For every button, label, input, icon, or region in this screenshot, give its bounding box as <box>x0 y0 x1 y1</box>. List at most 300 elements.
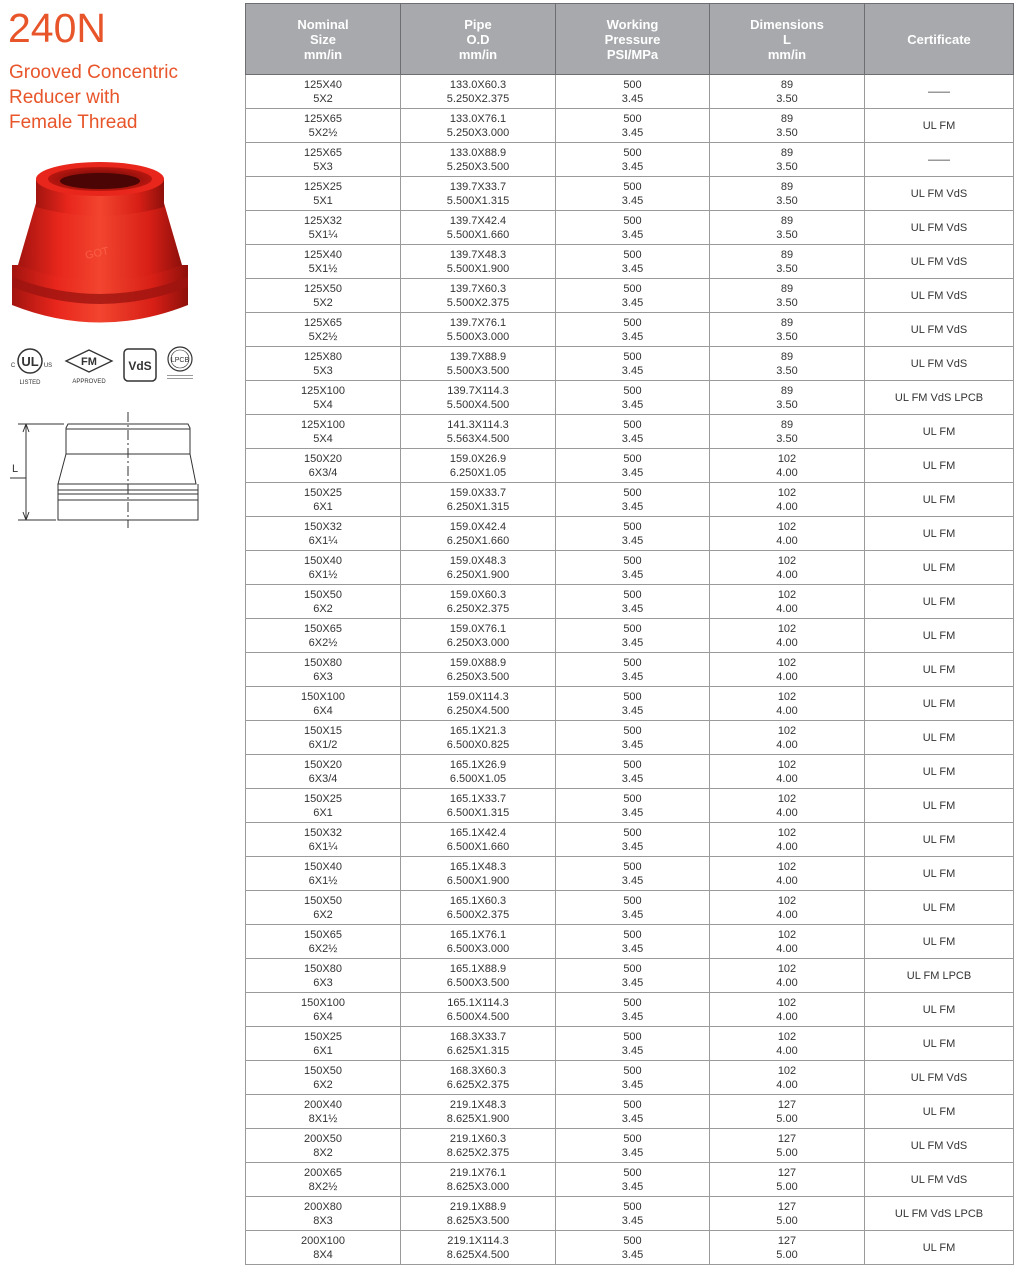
cell-pipe-od <box>401 993 556 1027</box>
cell-dimension-l <box>710 415 865 449</box>
spec-table-container <box>245 3 1013 1263</box>
cell-nominal-size-line: 150X100 <box>300 690 346 703</box>
cell-dimension-l-line: 89 <box>780 350 794 363</box>
table-row <box>246 347 1014 381</box>
table-row <box>246 143 1014 177</box>
cell-working-pressure-line: 3.45 <box>621 364 644 377</box>
cell-working-pressure-line: 500 <box>623 792 642 805</box>
cell-nominal-size <box>246 449 401 483</box>
cell-nominal-size <box>246 109 401 143</box>
cell-nominal-size <box>246 483 401 517</box>
table-row <box>246 211 1014 245</box>
cell-dimension-l-line: 89 <box>780 146 794 159</box>
vds-logo <box>124 349 156 381</box>
cell-nominal-size-line: 125X32 <box>304 214 342 227</box>
cell-nominal-size-line: 125X65 <box>304 146 342 159</box>
cell-dimension-l <box>710 1197 865 1231</box>
cell-certificate: UL FM <box>865 1095 1014 1129</box>
table-row <box>246 789 1014 823</box>
cell-dimension-l-line: 4.00 <box>776 874 798 887</box>
cell-nominal-size-line: 6X1/2 <box>308 738 338 751</box>
cell-pipe-od-line: 5.500X3.500 <box>446 364 510 377</box>
certification-logos <box>6 345 206 389</box>
cell-nominal-size-line: 125X40 <box>304 248 342 261</box>
cell-dimension-l <box>710 211 865 245</box>
cell-nominal-size <box>246 619 401 653</box>
cell-nominal-size <box>246 721 401 755</box>
cell-nominal-size-line: 6X3 <box>313 976 333 989</box>
cell-dimension-l <box>710 143 865 177</box>
cell-pipe-od-line: 139.7X42.4 <box>449 214 507 227</box>
cell-pipe-od-line: 219.1X48.3 <box>449 1098 507 1111</box>
cell-pipe-od <box>401 143 556 177</box>
cell-pipe-od-line: 165.1X60.3 <box>449 894 507 907</box>
cell-nominal-size-line: 5X1½ <box>308 262 338 275</box>
cell-pipe-od-line: 6.500X4.500 <box>446 1010 510 1023</box>
cell-nominal-size <box>246 517 401 551</box>
cell-pipe-od-line: 219.1X88.9 <box>449 1200 507 1213</box>
cell-working-pressure <box>556 891 710 925</box>
cell-working-pressure-line: 3.45 <box>621 1180 644 1193</box>
table-row <box>246 1027 1014 1061</box>
cell-nominal-size <box>246 687 401 721</box>
cell-certificate: UL FM <box>865 823 1014 857</box>
cell-nominal-size-line: 150X65 <box>304 928 342 941</box>
cell-working-pressure <box>556 585 710 619</box>
cell-nominal-size <box>246 1061 401 1095</box>
cell-working-pressure <box>556 687 710 721</box>
cell-working-pressure-line: 3.45 <box>621 976 644 989</box>
cell-dimension-l-line: 102 <box>777 894 797 907</box>
cell-certificate: UL FM VdS <box>865 211 1014 245</box>
cell-pipe-od-line: 139.7X88.9 <box>449 350 507 363</box>
cell-dimension-l-line: 3.50 <box>776 194 798 207</box>
cell-pipe-od <box>401 857 556 891</box>
cell-nominal-size <box>246 585 401 619</box>
cell-nominal-size-line: 125X25 <box>304 180 342 193</box>
cell-pipe-od <box>401 687 556 721</box>
cell-working-pressure <box>556 381 710 415</box>
cell-dimension-l-line: 4.00 <box>776 738 798 751</box>
cell-pipe-od <box>401 1231 556 1265</box>
cell-pipe-od <box>401 653 556 687</box>
cell-dimension-l <box>710 823 865 857</box>
cell-working-pressure <box>556 959 710 993</box>
cell-nominal-size-line: 150X25 <box>304 1030 342 1043</box>
cell-dimension-l-line: 89 <box>780 248 794 261</box>
cell-working-pressure-line: 500 <box>623 452 642 465</box>
cell-pipe-od-line: 5.500X4.500 <box>446 398 510 411</box>
cell-working-pressure <box>556 245 710 279</box>
cell-pipe-od <box>401 75 556 109</box>
cell-working-pressure <box>556 925 710 959</box>
table-row <box>246 925 1014 959</box>
cell-dimension-l-line: 4.00 <box>776 1010 798 1023</box>
cell-working-pressure <box>556 789 710 823</box>
cell-working-pressure-line: 500 <box>623 554 642 567</box>
cell-nominal-size <box>246 1163 401 1197</box>
cell-dimension-l-line: 89 <box>780 316 794 329</box>
cell-working-pressure-line: 3.45 <box>621 908 644 921</box>
cell-working-pressure-line: 500 <box>623 248 642 261</box>
cell-dimension-l-line: 102 <box>777 826 797 839</box>
cell-pipe-od <box>401 279 556 313</box>
spec-table-body <box>246 75 1014 1265</box>
cell-dimension-l-line: 89 <box>780 282 794 295</box>
cell-working-pressure-line: 500 <box>623 520 642 533</box>
cell-dimension-l-line: 5.00 <box>776 1112 798 1125</box>
cell-certificate: UL FM <box>865 993 1014 1027</box>
cell-working-pressure <box>556 109 710 143</box>
cell-dimension-l-line: 4.00 <box>776 908 798 921</box>
cell-dimension-l-line: 4.00 <box>776 1078 798 1091</box>
cell-pipe-od-line: 6.500X1.315 <box>446 806 510 819</box>
cell-working-pressure-line: 500 <box>623 1098 642 1111</box>
cell-working-pressure-line: 500 <box>623 724 642 737</box>
cell-dimension-l <box>710 449 865 483</box>
cell-working-pressure-line: 3.45 <box>621 840 644 853</box>
cell-certificate: UL FM <box>865 925 1014 959</box>
cell-nominal-size-line: 200X80 <box>304 1200 342 1213</box>
cell-pipe-od-line: 6.500X3.000 <box>446 942 510 955</box>
table-row <box>246 1197 1014 1231</box>
cell-pipe-od-line: 139.7X33.7 <box>449 180 507 193</box>
cell-working-pressure <box>556 279 710 313</box>
table-row <box>246 857 1014 891</box>
cell-certificate: —— <box>865 143 1014 177</box>
cell-nominal-size-line: 5X1 <box>313 194 333 207</box>
cell-nominal-size-line: 150X80 <box>304 656 342 669</box>
cell-nominal-size-line: 150X25 <box>304 486 342 499</box>
table-row <box>246 245 1014 279</box>
cell-certificate: UL FM VdS <box>865 347 1014 381</box>
cell-working-pressure <box>556 75 710 109</box>
cell-nominal-size <box>246 313 401 347</box>
cell-dimension-l-line: 4.00 <box>776 466 798 479</box>
cell-pipe-od-line: 5.250X3.000 <box>446 126 510 139</box>
cell-nominal-size <box>246 211 401 245</box>
cell-working-pressure-line: 500 <box>623 180 642 193</box>
table-row <box>246 415 1014 449</box>
cell-dimension-l-line: 3.50 <box>776 432 798 445</box>
cell-working-pressure-line: 3.45 <box>621 194 644 207</box>
cell-pipe-od <box>401 721 556 755</box>
cell-working-pressure <box>556 653 710 687</box>
cell-nominal-size-line: 150X40 <box>304 554 342 567</box>
cell-nominal-size <box>246 1027 401 1061</box>
cell-dimension-l <box>710 925 865 959</box>
cell-dimension-l-line: 102 <box>777 1030 797 1043</box>
cell-working-pressure-line: 3.45 <box>621 534 644 547</box>
cell-nominal-size <box>246 789 401 823</box>
cell-working-pressure-line: 500 <box>623 1132 642 1145</box>
ul-listed-logo <box>11 349 52 386</box>
spec-table <box>245 3 1014 1265</box>
cell-nominal-size-line: 125X65 <box>304 112 342 125</box>
cell-pipe-od-line: 8.625X3.000 <box>446 1180 510 1193</box>
cell-pipe-od-line: 5.563X4.500 <box>446 432 510 445</box>
cell-nominal-size-line: 8X4 <box>313 1248 333 1261</box>
svg-text:FM: FM <box>81 356 97 368</box>
cell-working-pressure-line: 3.45 <box>621 568 644 581</box>
cell-dimension-l-line: 3.50 <box>776 160 798 173</box>
cell-pipe-od <box>401 1129 556 1163</box>
casting-lettering: GOT <box>84 245 110 262</box>
cell-pipe-od-line: 6.500X1.660 <box>446 840 510 853</box>
cell-working-pressure-line: 3.45 <box>621 772 644 785</box>
cell-working-pressure-line: 500 <box>623 826 642 839</box>
cell-pipe-od <box>401 381 556 415</box>
cell-pipe-od-line: 8.625X3.500 <box>446 1214 510 1227</box>
cell-dimension-l-line: 102 <box>777 622 797 635</box>
cell-pipe-od <box>401 1095 556 1129</box>
cell-nominal-size-line: 150X32 <box>304 826 342 839</box>
cell-nominal-size-line: 6X3 <box>313 670 333 683</box>
cell-working-pressure <box>556 619 710 653</box>
cell-nominal-size-line: 6X1½ <box>308 874 338 887</box>
cell-pipe-od-line: 5.500X1.660 <box>446 228 510 241</box>
cell-dimension-l-line: 4.00 <box>776 500 798 513</box>
product-model: 240N <box>8 5 107 51</box>
table-row <box>246 891 1014 925</box>
cell-dimension-l-line: 4.00 <box>776 636 798 649</box>
cell-working-pressure-line: 500 <box>623 962 642 975</box>
cell-certificate: UL FM <box>865 483 1014 517</box>
table-row <box>246 823 1014 857</box>
cell-dimension-l <box>710 1061 865 1095</box>
cell-dimension-l <box>710 75 865 109</box>
cell-certificate: UL FM VdS <box>865 279 1014 313</box>
svg-text:UL: UL <box>21 354 39 369</box>
table-header-row <box>246 4 1014 75</box>
cell-nominal-size-line: 6X1¼ <box>308 534 338 547</box>
cell-certificate: UL FM VdS <box>865 177 1014 211</box>
cell-certificate: UL FM <box>865 517 1014 551</box>
table-row <box>246 687 1014 721</box>
table-row <box>246 109 1014 143</box>
cell-pipe-od <box>401 789 556 823</box>
cell-pipe-od-line: 159.0X60.3 <box>449 588 507 601</box>
cell-nominal-size-line: 150X100 <box>300 996 346 1009</box>
cell-pipe-od-line: 159.0X114.3 <box>447 690 509 703</box>
cell-nominal-size-line: 125X80 <box>304 350 342 363</box>
cell-nominal-size <box>246 75 401 109</box>
cell-pipe-od-line: 165.1X48.3 <box>449 860 507 873</box>
cell-pipe-od-line: 6.250X1.05 <box>449 466 507 479</box>
cell-working-pressure <box>556 1095 710 1129</box>
cell-certificate: UL FM VdS <box>865 1061 1014 1095</box>
cell-pipe-od <box>401 823 556 857</box>
cell-working-pressure-line: 3.45 <box>621 126 644 139</box>
cell-nominal-size <box>246 1231 401 1265</box>
cell-nominal-size <box>246 993 401 1027</box>
cell-pipe-od-line: 8.625X1.900 <box>446 1112 510 1125</box>
subtitle-line: Reducer with <box>9 87 120 108</box>
cell-pipe-od-line: 6.625X2.375 <box>446 1078 510 1091</box>
cell-nominal-size-line: 8X1½ <box>308 1112 338 1125</box>
cell-dimension-l-line: 4.00 <box>776 602 798 615</box>
cell-pipe-od <box>401 1027 556 1061</box>
cell-dimension-l-line: 102 <box>777 792 797 805</box>
cell-working-pressure <box>556 1163 710 1197</box>
cell-certificate: UL FM <box>865 721 1014 755</box>
cell-pipe-od-line: 159.0X42.4 <box>449 520 507 533</box>
product-subtitle <box>9 60 229 135</box>
cell-dimension-l-line: 5.00 <box>776 1180 798 1193</box>
cell-nominal-size-line: 6X2 <box>313 908 333 921</box>
cell-dimension-l-line: 4.00 <box>776 568 798 581</box>
cell-dimension-l <box>710 1095 865 1129</box>
cell-nominal-size <box>246 653 401 687</box>
cell-dimension-l <box>710 1027 865 1061</box>
cell-pipe-od-line: 8.625X2.375 <box>446 1146 510 1159</box>
cell-pipe-od-line: 6.250X3.000 <box>446 636 510 649</box>
cell-dimension-l-line: 102 <box>777 1064 797 1077</box>
cell-nominal-size-line: 125X40 <box>304 78 342 91</box>
cell-nominal-size-line: 150X50 <box>304 894 342 907</box>
cell-working-pressure-line: 500 <box>623 656 642 669</box>
cell-working-pressure <box>556 449 710 483</box>
cell-nominal-size-line: 5X4 <box>313 432 333 445</box>
subtitle-line: Female Thread <box>9 112 138 133</box>
cell-pipe-od-line: 168.3X33.7 <box>449 1030 507 1043</box>
cell-working-pressure <box>556 721 710 755</box>
cell-pipe-od-line: 5.500X3.000 <box>446 330 510 343</box>
cell-pipe-od-line: 139.7X76.1 <box>449 316 507 329</box>
cell-working-pressure <box>556 517 710 551</box>
cell-working-pressure <box>556 211 710 245</box>
cell-pipe-od-line: 6.500X3.500 <box>446 976 510 989</box>
cell-pipe-od-line: 133.0X60.3 <box>449 78 507 91</box>
cell-working-pressure-line: 500 <box>623 384 642 397</box>
cell-pipe-od-line: 6.250X2.375 <box>446 602 510 615</box>
cell-pipe-od-line: 6.625X1.315 <box>446 1044 510 1057</box>
table-row <box>246 381 1014 415</box>
cell-dimension-l <box>710 1231 865 1265</box>
cell-dimension-l-line: 3.50 <box>776 364 798 377</box>
cell-dimension-l-line: 127 <box>777 1234 797 1247</box>
table-row <box>246 1129 1014 1163</box>
cell-nominal-size <box>246 857 401 891</box>
cell-pipe-od-line: 133.0X76.1 <box>449 112 507 125</box>
cell-nominal-size <box>246 755 401 789</box>
cell-working-pressure-line: 3.45 <box>621 398 644 411</box>
cell-pipe-od-line: 6.250X3.500 <box>446 670 510 683</box>
cell-nominal-size-line: 200X65 <box>304 1166 342 1179</box>
subtitle-line: Grooved Concentric <box>9 62 178 83</box>
table-row <box>246 619 1014 653</box>
cell-working-pressure-line: 500 <box>623 588 642 601</box>
table-row <box>246 449 1014 483</box>
cell-nominal-size-line: 6X2 <box>313 602 333 615</box>
cell-pipe-od <box>401 517 556 551</box>
cell-pipe-od <box>401 211 556 245</box>
cell-pipe-od-line: 219.1X114.3 <box>447 1234 509 1247</box>
cell-pipe-od <box>401 755 556 789</box>
cell-certificate: UL FM VdS LPCB <box>865 1197 1014 1231</box>
cell-dimension-l-line: 4.00 <box>776 534 798 547</box>
cell-working-pressure-line: 500 <box>623 146 642 159</box>
cell-nominal-size-line: 5X2½ <box>308 126 338 139</box>
cell-nominal-size-line: 5X3 <box>313 364 333 377</box>
reducer-fitting-image <box>8 155 198 325</box>
cell-dimension-l <box>710 619 865 653</box>
cell-dimension-l-line: 89 <box>780 384 794 397</box>
cell-dimension-l <box>710 483 865 517</box>
cell-pipe-od <box>401 483 556 517</box>
cell-dimension-l-line: 102 <box>777 520 797 533</box>
cell-nominal-size-line: 150X20 <box>304 452 342 465</box>
cell-pipe-od <box>401 177 556 211</box>
table-row <box>246 653 1014 687</box>
header-dimensions: Dimensions L mm/in <box>710 4 865 75</box>
cell-pipe-od-line: 5.500X1.900 <box>446 262 510 275</box>
cell-dimension-l <box>710 517 865 551</box>
cell-dimension-l-line: 3.50 <box>776 330 798 343</box>
cell-pipe-od-line: 159.0X26.9 <box>449 452 507 465</box>
cell-dimension-l-line: 102 <box>777 452 797 465</box>
cell-certificate: UL FM LPCB <box>865 959 1014 993</box>
cell-working-pressure-line: 500 <box>623 996 642 1009</box>
cell-pipe-od-line: 139.7X114.3 <box>447 384 509 397</box>
table-row <box>246 1163 1014 1197</box>
cell-pipe-od-line: 5.500X2.375 <box>446 296 510 309</box>
cell-dimension-l-line: 127 <box>777 1166 797 1179</box>
dimension-drawing <box>6 412 206 528</box>
cell-dimension-l-line: 5.00 <box>776 1214 798 1227</box>
cell-nominal-size <box>246 177 401 211</box>
cell-certificate: UL FM <box>865 449 1014 483</box>
cell-pipe-od <box>401 245 556 279</box>
header-nominal-size: Nominal Size mm/in <box>246 4 401 75</box>
cell-nominal-size-line: 6X3/4 <box>308 466 338 479</box>
cell-working-pressure <box>556 551 710 585</box>
cell-nominal-size-line: 5X3 <box>313 160 333 173</box>
cell-working-pressure-line: 3.45 <box>621 1214 644 1227</box>
cell-pipe-od-line: 165.1X114.3 <box>447 996 509 1009</box>
cell-dimension-l <box>710 381 865 415</box>
cell-pipe-od-line: 5.500X1.315 <box>446 194 510 207</box>
cell-nominal-size-line: 6X2½ <box>308 636 338 649</box>
cell-working-pressure <box>556 143 710 177</box>
cell-certificate: UL FM <box>865 653 1014 687</box>
cell-working-pressure <box>556 347 710 381</box>
cell-dimension-l <box>710 687 865 721</box>
cell-working-pressure-line: 3.45 <box>621 1078 644 1091</box>
fm-approved-logo <box>66 350 112 385</box>
cell-pipe-od-line: 6.500X0.825 <box>446 738 510 751</box>
table-row <box>246 993 1014 1027</box>
cell-certificate: UL FM <box>865 1231 1014 1265</box>
cell-working-pressure <box>556 1061 710 1095</box>
cell-nominal-size-line: 150X15 <box>304 724 342 737</box>
cell-dimension-l <box>710 1163 865 1197</box>
cell-pipe-od-line: 6.500X1.900 <box>446 874 510 887</box>
table-row <box>246 755 1014 789</box>
cell-dimension-l-line: 127 <box>777 1098 797 1111</box>
cell-pipe-od-line: 159.0X88.9 <box>449 656 507 669</box>
cell-nominal-size-line: 6X3/4 <box>308 772 338 785</box>
cell-nominal-size <box>246 415 401 449</box>
cell-working-pressure-line: 3.45 <box>621 466 644 479</box>
cell-pipe-od <box>401 619 556 653</box>
cell-working-pressure-line: 3.45 <box>621 432 644 445</box>
cell-pipe-od-line: 6.250X1.660 <box>446 534 510 547</box>
cell-working-pressure-line: 3.45 <box>621 670 644 683</box>
cell-dimension-l <box>710 857 865 891</box>
cell-working-pressure-line: 3.45 <box>621 262 644 275</box>
cell-nominal-size-line: 125X50 <box>304 282 342 295</box>
